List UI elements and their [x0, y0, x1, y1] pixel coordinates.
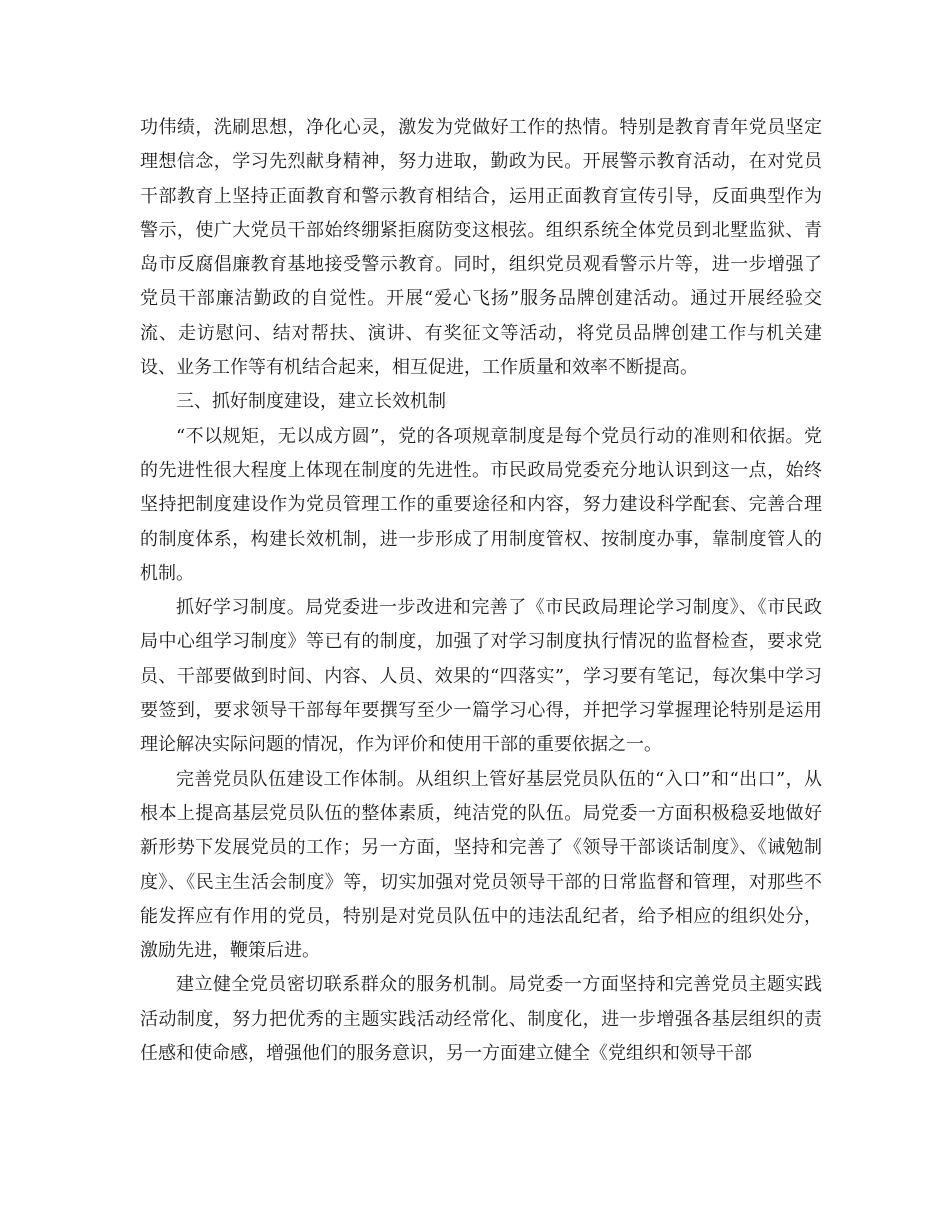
body-paragraph-5: 建立健全党员密切联系群众的服务机制。局党委一方面坚持和完善党员主题实践活动制度，努力把优秀的主题实践活动经常化、制度化，进一步增强各基层组织的责任感和使命感，增强他们的服务意识，另一方面建立健全《党组织和领导干部 [140, 974, 822, 1065]
document-body [140, 111, 822, 1071]
body-paragraph-2: “不以规矩，无以成方圆”，党的各项规章制度是每个党员行动的准则和依据。党的先进性很大程度上体现在制度的先进性。市民政局党委充分地认识到这一点，始终坚持把制度建设作为党员管理工作的重要途径和内容，努力建设科学配套、完善合理的制度体系，构建长效机制，进一步形成了用制度管权、按制度办事，靠制度管人的机制。 [140, 425, 822, 584]
body-paragraph-4: 完善党员队伍建设工作体制。从组织上管好基层党员队伍的“入口”和“出口”，从根本上提高基层党员队伍的整体素质，纯洁党的队伍。局党委一方面积极稳妥地做好新形势下发展党员的工作；另一方面，坚持和完善了《领导干部谈话制度》、《诫勉制度》、《民主生活会制度》等，切实加强对党员领导干部的日常监督和管理，对那些不能发挥应有作用的党员，特别是对党员队伍中的违法乱纪者，给予相应的组织处分，激励先进，鞭策后进。 [140, 768, 822, 962]
section-heading-3: 三、抓好制度建设，建立长效机制 [176, 391, 446, 413]
body-paragraph-1: 功伟绩，洗刷思想，净化心灵，激发为党做好工作的热情。特别是教育青年党员坚定理想信念，学习先烈献身精神，努力进取，勤政为民。开展警示教育活动，在对党员干部教育上坚持正面教育和警示教育相结合，运用正面教育宣传引导，反面典型作为警示，使广大党员干部始终绷紧拒腐防变这根弦。组织系统全体党员到北墅监狱、青岛市反腐倡廉教育基地接受警示教育。同时，组织党员观看警示片等，进一步增强了党员干部廉洁勤政的自觉性。开展“爱心飞扬”服务品牌创建活动。通过开展经验交流、走访慰问、结对帮扶、演讲、有奖征文等活动，将党员品牌创建工作与机关建设、业务工作等有机结合起来，相互促进，工作质量和效率不断提高。 [140, 117, 822, 379]
body-paragraph-3: 抓好学习制度。局党委进一步改进和完善了《市民政局理论学习制度》、《市民政局中心组学习制度》等已有的制度，加强了对学习制度执行情况的监督检查，要求党员、干部要做到时间、内容、人员、效果的“四落实”，学习要有笔记，每次集中学习要签到，要求领导干部每年要撰写至少一篇学习心得，并把学习掌握理论特别是运用理论解决实际问题的情况，作为评价和使用干部的重要依据之一。 [140, 597, 822, 756]
